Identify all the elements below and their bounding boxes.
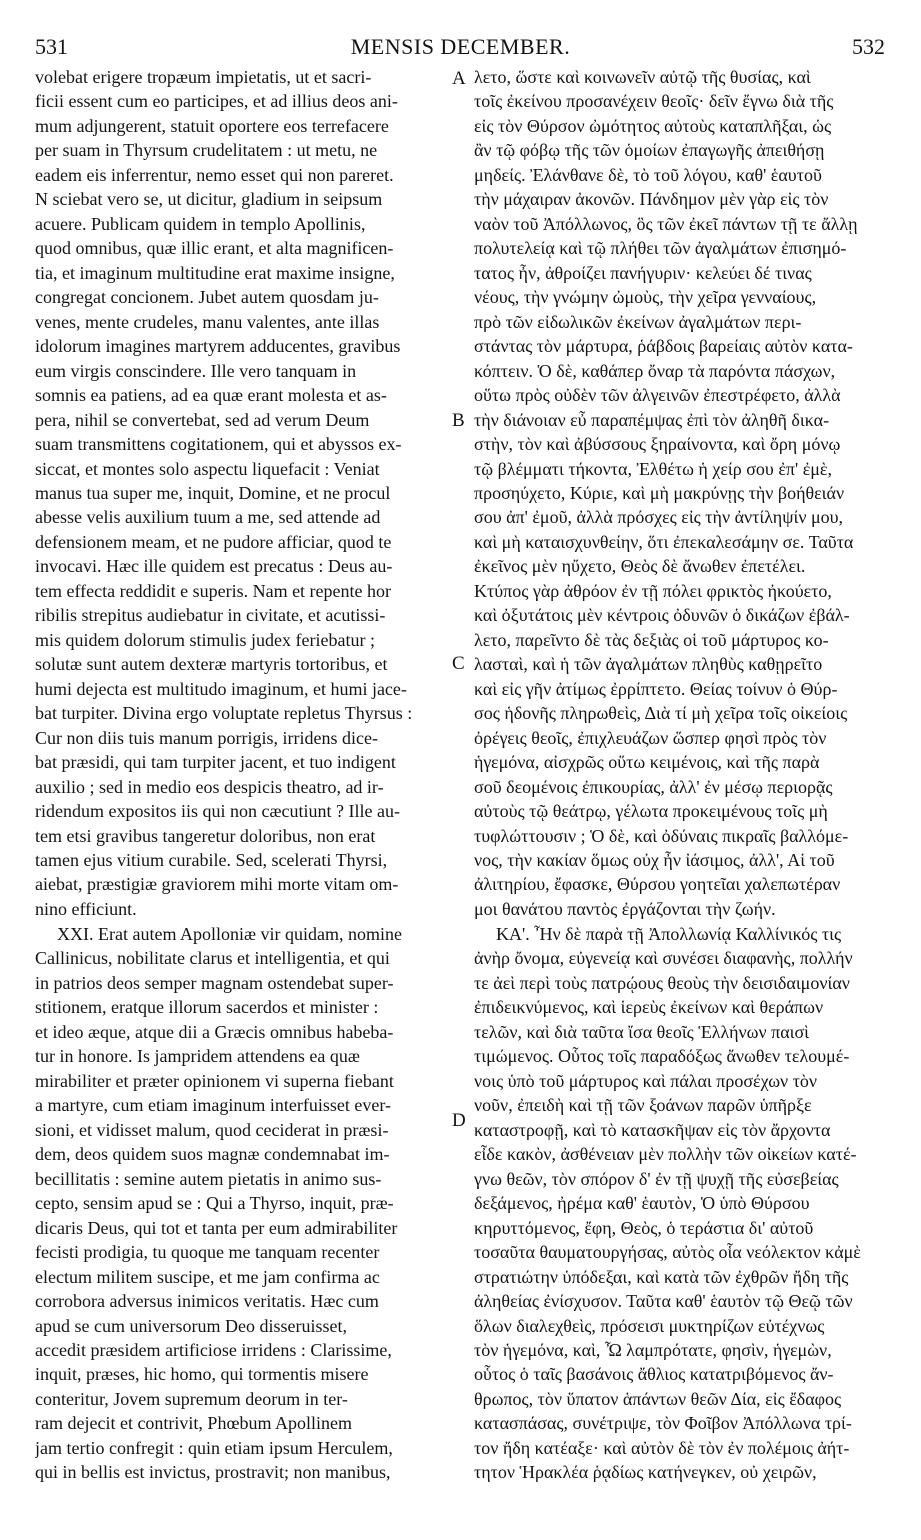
text-line: tem effecta reddidit e superis. Nam et repente hor [35,580,392,601]
margin-marker-d: D [452,1110,466,1131]
text-line: venes, mente crudeles, manu valentes, ante illas [35,311,380,332]
text-line: τὸν ἡγεμόνα, καὶ, Ὦ λαμπρότατε, φησὶν, ἡγεμὼν, [474,1339,832,1360]
text-line: ναὸν τοῦ Ἀπόλλωνος, ὃς τῶν ἐκεῖ πάντων τῇ τε ἄλλῃ [474,213,858,234]
text-line: manus tua super me, inquit, Domine, et ne procul [35,482,391,503]
text-line: jam tertio confregit : quin etiam ipsum Herculem, [35,1437,393,1458]
text-line: Cur non diis tuis manum porrigis, irridens dice- [35,727,378,748]
text-line: μηδείς. Ἐλάνθανε δὲ, τὸ τοῦ λόγου, καθ' ἑαυτοῦ [474,164,822,185]
greek-column-bottom [474,922,884,1485]
text-line: tia, et imaginum multitudine erat maxime insigne, [35,262,395,283]
text-line: electum militem suscipe, et me jam confirma ac [35,1266,380,1287]
text-line: fecisti prodigia, tu quoque me tanquam recenter [35,1242,380,1263]
text-line: mum adjungerent, statuit oportere eos terrefacere [35,115,389,136]
text-line: corrobora adversus inimicos veritatis. Hæc cum [35,1291,379,1312]
text-line: τιμώμενος. Οὗτος τοῖς παραδόξως ἄνωθεν τελουμέ- [474,1046,850,1067]
text-line: γνω θεῶν, τὸν σπόρον δ' ἐν τῇ ψυχῇ τῆς εὐσεβείας [474,1168,839,1189]
text-line: προσηύχετο, Κύριε, καὶ μὴ μακρύνῃς τὴν βοήθειάν [474,482,845,503]
text-line: congregat concionem. Jubet autem quosdam ju- [35,287,379,308]
text-line: ἂν τῷ φόβῳ τῆς τῶν ὁμοίων ἐπαγωγῆς ἀπειθήσῃ [474,140,825,161]
text-line: auxilio ; sed in medio eos despicis theatro, ad ir- [35,776,384,797]
text-line: αὐτοὺς τῷ θεάτρῳ, γέλωτα προκειμένους τοῖς μὴ [474,801,828,822]
text-line: qui in bellis est invictus, prostravit; non manibus, [35,1462,391,1483]
text-line: nino efficiunt. [35,898,137,919]
text-line: XXI. Erat autem Apolloniæ vir quidam, nomine [57,924,402,944]
text-line: solutæ sunt autem dexteræ martyris tortoribus, et [35,654,388,675]
text-line: in patrios deos semper magnam ostendebat super- [35,972,394,993]
text-line: ἀληθείας ἐνίσχυσον. Ταῦτα καθ' ἑαυτὸν τῷ Θεῷ τῶν [474,1291,853,1312]
text-line: κόπτειν. Ὁ δὲ, καθάπερ ὄναρ τὰ παρόντα πάσχων, [474,360,836,381]
text-line: inquit, præses, hic homo, qui tormentis misere [35,1364,369,1385]
text-line: somnis ea patiens, ad ea quæ erant molesta et as- [35,385,387,406]
text-line: per suam in Thyrsum crudelitatem : ut metu, ne [35,140,378,161]
text-line: ἀλιτηρίου, ἔφασκε, Θύρσου γοητεῖαι χαλεπωτέραν [474,874,841,895]
text-line: volebat erigere tropæum impietatis, ut et sacri- [35,67,372,87]
text-line: N sciebat vero se, ut dicitur, gladium in seipsum [35,189,383,210]
text-line: νος, τὴν κακίαν ὅμως οὐχ ἦν ἰάσιμος, ἀλλ', Αἱ τοῦ [474,850,835,870]
text-line: λετο, ὥστε καὶ κοινωνεῖν αὐτῷ τῆς θυσίας, καὶ [474,67,811,87]
left-page-number: 531 [35,34,68,59]
text-line: conteritur, Jovem supremum deorum in ter- [35,1388,348,1409]
text-line: κατασπάσας, συνέτριψε, τὸν Φοῖβον Ἀπόλλωνα τρί- [474,1413,852,1434]
greek-column-top [474,65,884,921]
latin-column-top [35,65,447,921]
text-line: τὴν διάνοιαν εὖ παραπέμψας ἐπὶ τὸν ἀληθῆ δικα- [474,409,830,430]
text-line: σοῦ δεομένοις ἐπικουρίας, ἀλλ' ἐν μέσῳ περιορᾷς [474,776,833,797]
text-line: sioni, et vidisset malum, quod ceciderat in præsi- [35,1119,389,1140]
text-line: ὅλων διαλεχθεὶς, πρόσεισι μυκτηρίζων εὐτέχνως [474,1315,825,1336]
text-line: ram dejecit et contrivit, Phœbum Apollinem [35,1413,352,1434]
text-line: μοι θανάτου παντὸς ἐργάζονται τὴν ζωήν. [474,898,776,919]
text-line: τητον Ἡρακλέα ῥᾳδίως κατήνεγκεν, οὐ χειρῶν, [474,1462,817,1483]
text-line: λετο, παρεῖντο δὲ τὰς δεξιὰς οἱ τοῦ μάρτυρος κο- [474,629,829,650]
text-line: a martyre, cum etiam imaginum interfuisset ever- [35,1095,392,1116]
text-line: θρωπος, τὸν ὕπατον ἁπάντων θεῶν Δία, εἰς ἔδαφος [474,1388,842,1409]
text-line: ἀνὴρ ὄνομα, εὐγενείᾳ καὶ συνέσει διαφανὴς, πολλήν [474,948,853,969]
running-header [0,34,921,64]
text-line: quod omnibus, quæ illic erant, et alta magnificen- [35,238,394,259]
text-line: stitionem, eratque illorum sacerdos et minister : [35,997,379,1018]
text-line: καὶ μὴ καταισχυνθείην, ὅτι ἐπεκαλεσάμην σε. Ταῦτα [474,531,854,552]
text-line: suam transmittens cogitationem, qui et abyssos ex- [35,434,402,455]
text-line: eadem eis inferrentur, nemo esset qui non pareret. [35,164,394,185]
text-line: invocavi. Hæc ille quidem est precatus : Deus au- [35,556,393,577]
text-line: λασταὶ, καὶ ἡ τῶν ἀγαλμάτων πληθὺς καθῃρεῖτο [474,654,823,675]
text-line: τε ἀεὶ περὶ τοὺς πατρῴους θεοὺς τὴν δεισιδαιμονίαν [474,972,850,993]
text-line: ὀρέγεις θεοῖς, ἐπιχλευάζων ὥσπερ φησὶ πρὸς τὸν [474,727,827,748]
text-line: dem, deos quidem suos magnæ condemnabat im- [35,1144,390,1165]
text-line: τοσαῦτα θαυματουργήσας, αὐτὸς οἷα νεόλεκτον κἀμὲ [474,1242,861,1263]
text-line: mis quidem dolorum stimulis judex feriebatur ; [35,629,375,650]
text-line: καὶ ὀξυτάτοις μὲν κέντροις ὀδυνῶν ὁ δικάζων ἐβάλ- [474,605,850,626]
text-line: τῷ βλέμματι τήκοντα, Ἐλθέτω ἡ χείρ σου ἐπ' ἐμὲ, [474,458,832,479]
text-line: ridendum expositos iis qui non cæcutiunt ? Ille au- [35,801,400,822]
text-line: σου ἀπ' ἐμοῦ, ἀλλὰ πρόσχες εἰς τὴν ἀντίληψίν μου, [474,507,844,528]
text-line: apud se cum universorum Deo disseruisset, [35,1315,347,1336]
right-page-number: 532 [852,34,885,59]
text-line: δεξάμενος, ἠρέμα καθ' ἑαυτὸν, Ὁ ὑπὸ Θύρσου [474,1193,810,1214]
text-line: defensionem meam, et ne pudore afficiar, quod te [35,531,392,552]
text-line: bat præsidi, qui tam turpiter jacent, et tuo indigent [35,752,396,773]
text-line: τον ἤδη κατέαξε· καὶ αὐτὸν δὲ τὸν ἐν πολέμοις ἀήτ- [474,1437,850,1458]
text-line: στρατιώτην ὑπόδεξαι, καὶ κατὰ τῶν ἐχθρῶν ἤδη τῆς [474,1266,849,1287]
text-line: cepto, sensim apud se : Qui a Thyrso, inquit, præ- [35,1193,394,1214]
text-line: tamen ejus vitium curabile. Sed, scelerati Thyrsi, [35,850,388,870]
text-line: στὴν, τὸν καὶ ἀβύσσους ξηραίνοντα, καὶ ὄρη μόνῳ [474,434,841,455]
text-line: bat turpiter. Divina ergo voluptate repletus Thyrsus : [35,703,413,724]
text-line: οὕτω πρὸς οὐδὲν τῶν ἀλγεινῶν ἐπεστρέφετο, ἀλλὰ [474,385,841,406]
text-line: ἐπιδεικνύμενος, καὶ ἱερεὺς ἐκείνων καὶ θεράπων [474,997,824,1018]
text-line: accedit præsidem artificiose irridens : Clarissime, [35,1339,392,1360]
text-line: abesse velis auxilium tuum a me, sed attende ad [35,507,381,528]
text-line: becillitatis : semine autem pietatis in animo sus- [35,1168,382,1189]
text-line: πρὸ τῶν εἰδωλικῶν ἐκείνων ἀγαλμάτων περι- [474,311,802,332]
text-line: οὗτος ὁ ταῖς βασάνοις ἄθλιος κατατριβόμενος ἄν- [474,1364,834,1385]
text-line: idolorum imagines martyrem adducentes, gravibus [35,336,401,357]
text-line: τελῶν, καὶ διὰ ταῦτα ἴσα θεοῖς Ἑλλήνων παισὶ [474,1021,810,1042]
text-line: καταστροφῇ, καὶ τὸ κατασκῆψαν εἰς τὸν ἄρχοντα [474,1119,831,1140]
text-line: et ideo æque, atque dii a Græcis omnibus habeba- [35,1021,394,1042]
text-line: ribilis strepitus audiebatur in civitate, et acutissi- [35,605,386,626]
text-line: στάντας τὸν μάρτυρα, ῥάβδοις βαρείαις αὐτὸν κατα- [474,336,853,357]
text-line: σος ἡδονῆς πληρωθεὶς, Διὰ τί μὴ χεῖρα τοῖς οἰκείοις [474,703,848,724]
text-line: νοῦν, ἐπειδὴ καὶ τῇ τῶν ξοάνων παρῶν ὑπῆρξε [474,1095,812,1116]
text-line: τοῖς ἐκείνου προσανέχειν θεοῖς· δεῖν ἔγνω διὰ τῆς [474,91,834,112]
text-line: κηρυττόμενος, ἔφη, Θεὸς, ὁ τεράστια δι' αὐτοῦ [474,1217,814,1238]
text-line: τὴν μάχαιραν ἀκονῶν. Πάνδημον μὲν γὰρ εἰς τὸν [474,189,829,210]
running-title: MENSIS DECEMBER. [350,34,571,59]
margin-marker-c: C [452,653,465,674]
text-line: πολυτελείᾳ καὶ τῷ πλήθει τῶν ἀγαλμάτων ἐπισημό- [474,238,847,259]
text-line: dicaris Deus, qui tot et tanta per eum admirabiliter [35,1217,398,1238]
text-line: tem etsi gravibus tangeretur doloribus, non erat [35,825,376,846]
text-line: νοις ὑπὸ τοῦ μάρτυρος καὶ πάλαι προσέχων τὸν [474,1070,818,1091]
text-line: καὶ εἰς γῆν ἀτίμως ἐρρίπτετο. Θείας τοίνυν ὁ Θύρ- [474,678,838,699]
margin-marker-a: A [452,68,466,89]
text-line: Κτύπος γὰρ ἀθρόον ἐν τῇ πόλει φρικτὸς ἠκούετο, [474,580,832,601]
text-line: acuere. Publicam quidem in templo Apollinis, [35,213,366,234]
text-line: Callinicus, nobilitate clarus et intelligentia, et qui [35,948,390,969]
text-line: tur in honore. Is jampridem attendens ea quæ [35,1046,360,1067]
text-line: siccat, et montes solo aspectu liquefacit : Veniat [35,458,380,479]
text-line: τατος ἦν, ἀθροίζει πανήγυριν· κελεύει δέ τινας [474,262,812,283]
margin-marker-b: B [452,410,465,431]
text-line: εἰς τὸν Θύρσον ὠμότητος αὐτοὺς καταπλῆξαι, ὡς [474,115,832,136]
text-line: humi dejecta est multitudo imaginum, et humi jace- [35,678,407,699]
text-line: pera, nihil se convertebat, sed ad verum Deum [35,409,370,430]
text-line: aiebat, præstigiæ graviorem mihi morte vitam om- [35,874,399,895]
text-line: ΚΑ'. Ἦν δὲ παρὰ τῇ Ἀπολλωνίᾳ Καλλίνικός τις [496,924,842,944]
latin-column-bottom [35,922,447,1485]
text-line: εἶδε κακὸν, ἀσθένειαν μὲν πολλὴν τῶν οἰκείων κατέ- [474,1144,857,1165]
text-line: τυφλώττουσιν ; Ὁ δὲ, καὶ ὀδύναις πικραῖς βαλλόμε- [474,825,849,846]
text-line: ἐκεῖνος μὲν ηὔχετο, Θεὸς δὲ ἄνωθεν ἐπετέλει. [474,556,806,577]
text-line: ἡγεμόνα, αἰσχρῶς οὕτω κειμένοις, καὶ τῆς παρὰ [474,752,820,773]
text-line: ficii essent cum eo participes, et ad illius deos ani- [35,91,398,112]
text-line: eum virgis conscindere. Ille vero tanquam in [35,360,357,381]
text-line: νέους, τὴν γνώμην ὠμοὺς, τὴν χεῖρα γενναίους, [474,287,817,308]
text-line: mirabiliter et præter opinionem vi superna fiebant [35,1070,394,1091]
